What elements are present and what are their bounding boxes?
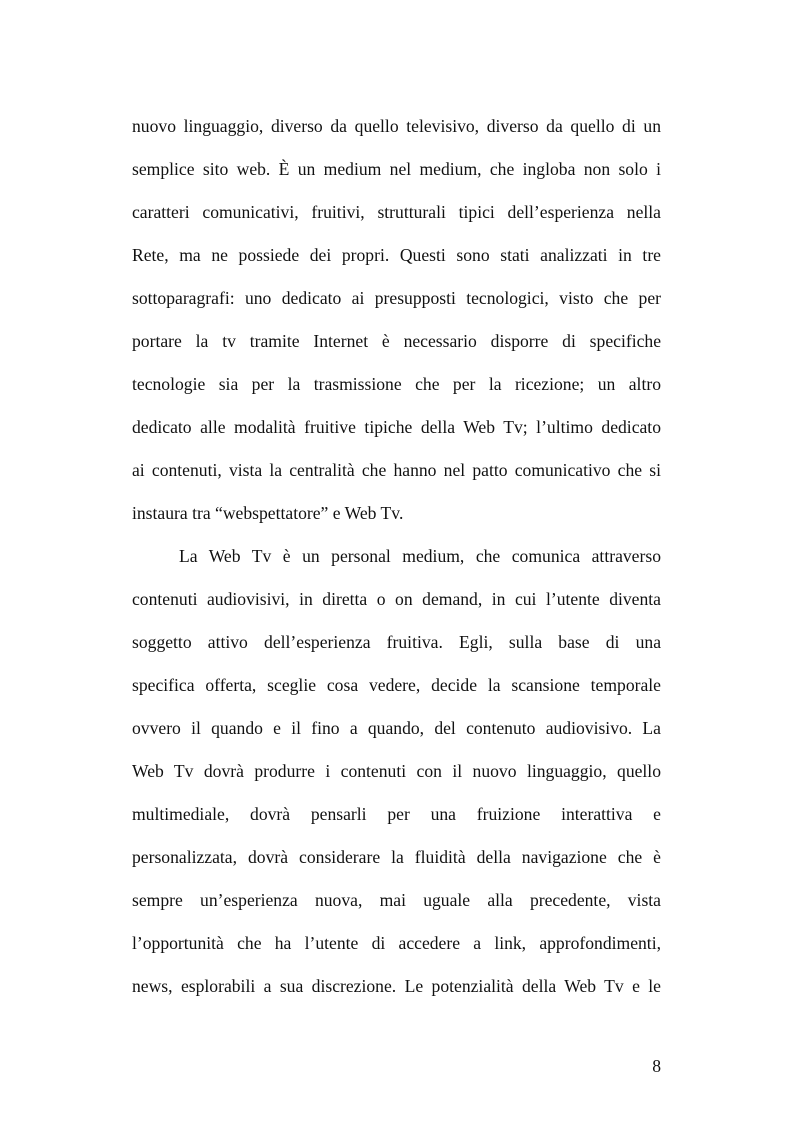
paragraph-1 [132, 105, 661, 535]
text-line: soggetto attivo dell’esperienza fruitiva. Egli, sulla base di una [132, 632, 661, 652]
text-line: contenuti audiovisivi, in diretta o on demand, in cui l’utente diventa [132, 589, 661, 609]
text-line: portare la tv tramite Internet è necessario disporre di specifiche [132, 331, 661, 351]
text-line: semplice sito web. È un medium nel medium, che ingloba non solo i [132, 159, 661, 179]
text-line: ai contenuti, vista la centralità che hanno nel patto comunicativo che si [132, 460, 661, 480]
text-line: Rete, ma ne possiede dei propri. Questi sono stati analizzati in tre [132, 245, 661, 265]
text-line: tecnologie sia per la trasmissione che per la ricezione; un altro [132, 374, 661, 394]
text-line: multimediale, dovrà pensarli per una fruizione interattiva e [132, 804, 661, 824]
text-line: l’opportunità che ha l’utente di accedere a link, approfondimenti, [132, 933, 661, 953]
text-line: nuovo linguaggio, diverso da quello televisivo, diverso da quello di un [132, 116, 661, 136]
text-line: sottoparagrafi: uno dedicato ai presupposti tecnologici, visto che per [132, 288, 661, 308]
text-line: Web Tv dovrà produrre i contenuti con il nuovo linguaggio, quello [132, 761, 661, 781]
text-line: caratteri comunicativi, fruitivi, strutturali tipici dell’esperienza nella [132, 202, 661, 222]
text-line: news, esplorabili a sua discrezione. Le potenzialità della Web Tv e le [132, 976, 661, 996]
text-line: specifica offerta, sceglie cosa vedere, decide la scansione temporale [132, 675, 661, 695]
body-text [132, 105, 661, 1008]
text-line: sempre un’esperienza nuova, mai uguale alla precedente, vista [132, 890, 661, 910]
text-line: personalizzata, dovrà considerare la fluidità della navigazione che è [132, 847, 661, 867]
text-line: ovvero il quando e il fino a quando, del contenuto audiovisivo. La [132, 718, 661, 738]
page-number: 8 [652, 1056, 661, 1076]
text-line: La Web Tv è un personal medium, che comunica attraverso [179, 546, 661, 566]
text-line: instaura tra “webspettatore” e Web Tv. [132, 503, 404, 523]
text-line: dedicato alle modalità fruitive tipiche della Web Tv; l’ultimo dedicato [132, 417, 661, 437]
paragraph-2 [132, 535, 661, 1008]
